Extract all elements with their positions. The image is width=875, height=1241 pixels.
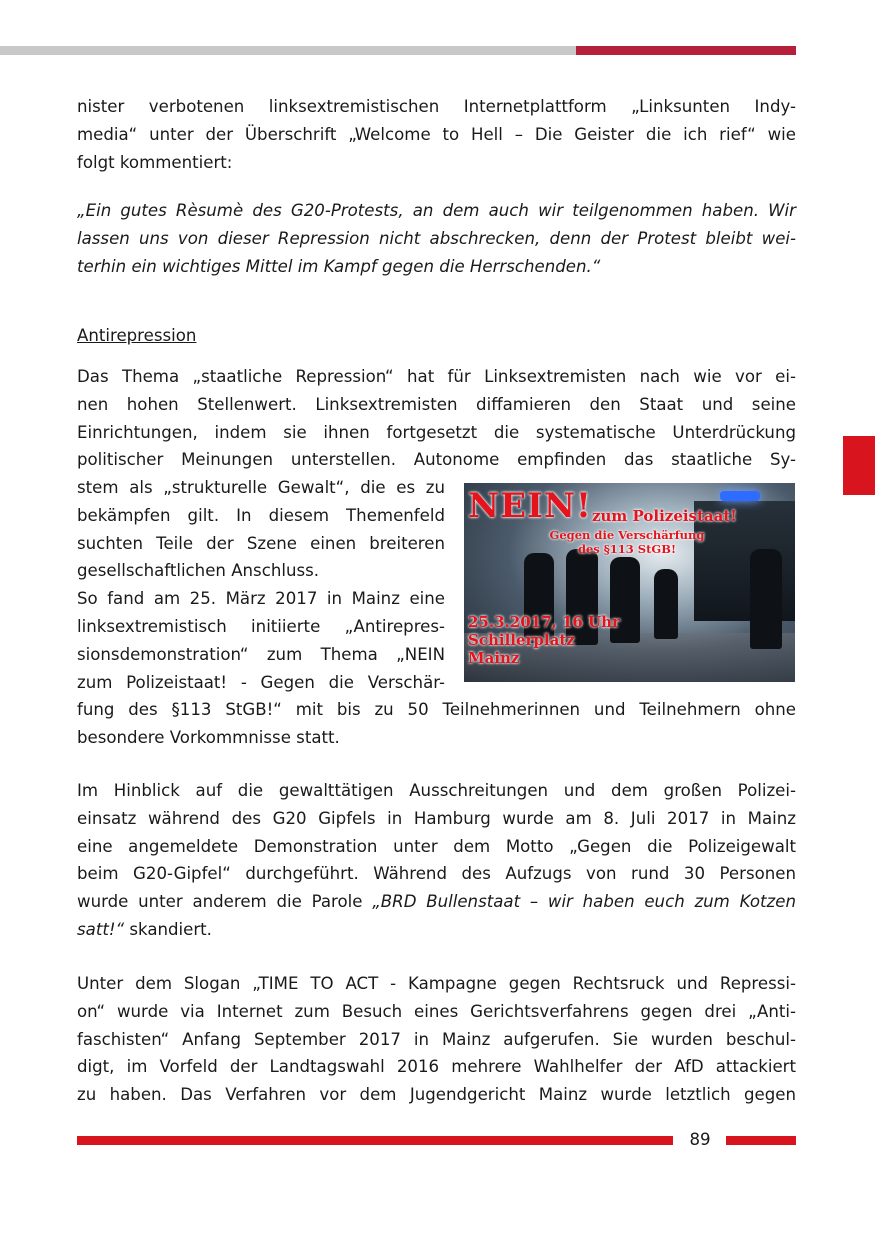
text-line [77, 888, 796, 916]
g20-paragraph [77, 777, 796, 944]
text-line: So fand am 25. März 2017 in Mainz eine [77, 589, 445, 609]
slogan-text: „BRD Bullenstaat – wir haben euch zum Kotzen [372, 892, 796, 912]
police-officer-figure [750, 549, 782, 649]
header-gray-bar [0, 46, 576, 55]
text-line: on“ wurde via Internet zum Besuch eines Gerichtsverfahrens gegen drei „Anti- [77, 1001, 796, 1021]
text-line: bekämpfen gilt. In diesem Themenfeld [77, 505, 445, 525]
poster-headline: NEIN! [468, 486, 592, 526]
text-span: skandiert. [124, 919, 212, 939]
blue-light-icon [720, 491, 760, 501]
section-heading [77, 322, 796, 350]
text-line [77, 916, 796, 944]
text-line: media“ unter der Überschrift „Welcome to Hell – Die Geister die ich rief“ wie [77, 124, 796, 144]
text-line: zu haben. Das Verfahren vor dem Jugendgericht Mainz wurde letztlich gegen [77, 1085, 796, 1105]
text-line: Im Hinblick auf die gewalttätigen Ausschreitungen und dem großen Polizei- [77, 781, 796, 800]
text-line: Das Thema „staatliche Repression“ hat für Linksextremisten nach wie vor ei- [77, 367, 796, 386]
text-span: wurde unter anderem die Parole [77, 892, 373, 912]
text-line: faschisten“ Anfang September 2017 in Mainz aufgerufen. Sie wurden beschul- [77, 1029, 796, 1049]
text-line: fung des §113 StGB!“ mit bis zu 50 Teilnehmerinnen und Teilnehmern ohne [77, 700, 796, 719]
text-line: linksextremistisch initiierte „Antirepres- [77, 616, 445, 636]
poster-city: Mainz [468, 649, 520, 667]
poster-headline-sub: zum Polizeistaat! [592, 507, 737, 525]
time-to-act-paragraph [77, 970, 796, 1109]
quote-line: „Ein gutes Rèsumè des G20-Protests, an dem auch wir teilgenommen haben. Wir [77, 201, 796, 220]
chapter-side-tab [843, 436, 875, 495]
text-line: beim G20-Gipfel“ durchgeführt. Während des Aufzugs von rund 30 Personen [77, 864, 796, 884]
footer-red-bar-left [77, 1136, 673, 1145]
poster-subline-2: des §113 StGB! [577, 542, 677, 556]
page-number: 89 [689, 1130, 711, 1149]
slogan-text: satt!“ [77, 919, 125, 939]
text-line: Unter dem Slogan „TIME TO ACT - Kampagne gegen Rechtsruck und Repressi- [77, 974, 796, 993]
intro-paragraph [77, 93, 796, 176]
wrapped-paragraph [77, 474, 445, 696]
continuation-paragraph [77, 696, 796, 752]
text-line: einsatz während des G20 Gipfels in Hamburg wurde am 8. Juli 2017 in Mainz [77, 808, 796, 828]
text-line: politischer Meinungen unterstellen. Autonome empfinden das staatliche Sy- [77, 450, 796, 470]
footer-red-bar-right [726, 1136, 796, 1145]
text-line: suchten Teile der Szene einen breiteren [77, 533, 445, 553]
police-officer-figure [654, 569, 678, 639]
poster-date: 25.3.2017, 16 Uhr [468, 613, 620, 631]
text-line: folgt kommentiert: [77, 152, 233, 172]
poster-subline [532, 528, 722, 556]
antirepression-paragraph [77, 363, 796, 474]
poster-place: Schillerplatz [468, 631, 575, 649]
poster-subline-1: Gegen die Verschärfung [549, 528, 705, 542]
quote-line: terhin ein wichtiges Mittel im Kampf gegen die Herrschenden.“ [77, 256, 601, 276]
demonstration-poster-image [464, 483, 795, 682]
text-line: besondere Vorkommnisse statt. [77, 727, 340, 747]
header-red-bar [576, 46, 796, 55]
text-line: gesellschaftlichen Anschluss. [77, 561, 320, 581]
section-heading-text: Antirepression [77, 326, 197, 345]
text-line: eine angemeldete Demonstration unter dem Motto „Gegen die Polizeigewalt [77, 836, 796, 856]
text-line: digt, im Vorfeld der Landtagswahl 2016 mehrere Wahlhelfer der AfD attackiert [77, 1057, 796, 1077]
text-line: nen hohen Stellenwert. Linksextremisten diffamieren den Staat und seine [77, 394, 796, 414]
quote-line: lassen uns von dieser Repression nicht abschrecken, denn der Protest bleibt wei- [77, 228, 796, 248]
poster-event-info [468, 613, 620, 667]
quote-block [77, 197, 796, 280]
text-line: stem als „strukturelle Gewalt“, die es zu [77, 478, 445, 497]
text-line: nister verbotenen linksextremistischen Internetplattform „Linksunten Indy- [77, 97, 796, 116]
text-line: zum Polizeistaat! - Gegen die Verschär- [77, 672, 445, 692]
text-line: sionsdemonstration“ zum Thema „NEIN [77, 644, 445, 664]
text-line: Einrichtungen, indem sie ihnen fortgesetzt die systematische Unterdrückung [77, 422, 796, 442]
